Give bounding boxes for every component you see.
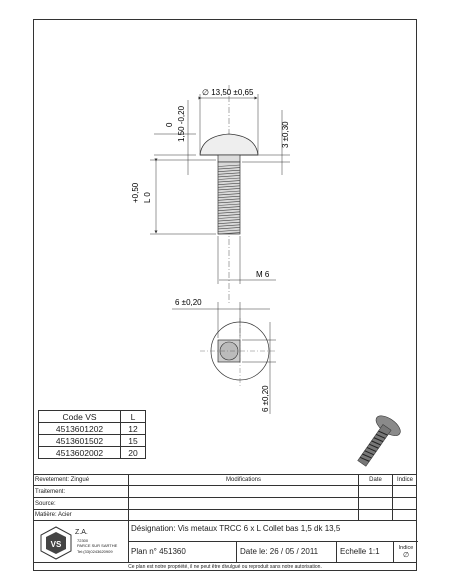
company-logo	[39, 526, 73, 560]
length-dimension-1: +0,50	[131, 182, 140, 203]
traitement-label: Traitement:	[35, 489, 66, 495]
modifications-header: Modifications	[128, 475, 358, 486]
head-height-dimension-1: 0	[165, 122, 174, 127]
indice-box	[393, 542, 418, 563]
length-cell: 15	[121, 435, 146, 447]
length-cell: 20	[121, 447, 146, 459]
collar-dimension: 3 ±0,30	[281, 121, 290, 148]
drawing-scale: Echelle 1:1	[336, 542, 393, 563]
table-row	[39, 447, 146, 459]
table-row	[39, 423, 146, 435]
indice-header: Indice	[392, 475, 417, 486]
code-cell: 4513601202	[39, 423, 121, 435]
table-row	[39, 435, 146, 447]
head-diameter-dimension: ∅ 13,50 ±0,65	[202, 88, 254, 97]
title-lower-block	[33, 520, 417, 563]
matiere-label: Matière: Acier	[35, 512, 72, 518]
thread-dimension: M 6	[256, 270, 270, 279]
indice-value: ∅	[402, 552, 410, 559]
indice-label: Indice	[398, 545, 414, 551]
square-collar	[218, 155, 240, 162]
screw-isometric-image	[350, 412, 403, 471]
screw-head	[200, 134, 258, 155]
company-phone: Tel:(33)0243620909	[77, 549, 113, 554]
square-height-dimension: 6 ±0,20	[261, 385, 270, 412]
length-dimension-2: L 0	[143, 192, 152, 203]
code-table	[38, 410, 146, 459]
designation-text: Désignation: Vis metaux TRCC 6 x L Collet bas 1,5 dk 13,5	[131, 524, 341, 533]
length-cell: 12	[121, 423, 146, 435]
company-town: PARCE SUR SARTHE	[77, 543, 118, 548]
head-height-dimension-2: 1,50 -0,20	[177, 105, 186, 142]
code-cell: 4513602002	[39, 447, 121, 459]
code-header: Code VS	[39, 411, 121, 423]
plan-number: Plan n° 451360	[131, 547, 186, 556]
code-cell: 4513601502	[39, 435, 121, 447]
company-name: Z.A.	[75, 529, 88, 536]
length-header: L	[121, 411, 146, 423]
square-width-dimension: 6 ±0,20	[175, 298, 202, 307]
drawing-date: Date le: 26 / 05 / 2011	[236, 542, 336, 563]
footer-notice: Ce plan est notre propriété, il ne peut être divulgué ou reproduit sans notre autorisation.	[33, 562, 417, 572]
date-header: Date	[358, 475, 392, 486]
source-label: Source:	[35, 501, 56, 507]
company-postcode: 72300	[77, 538, 89, 543]
svg-text:VS: VS	[50, 540, 62, 549]
revetement-label: Revetement: Zingué	[35, 477, 90, 483]
